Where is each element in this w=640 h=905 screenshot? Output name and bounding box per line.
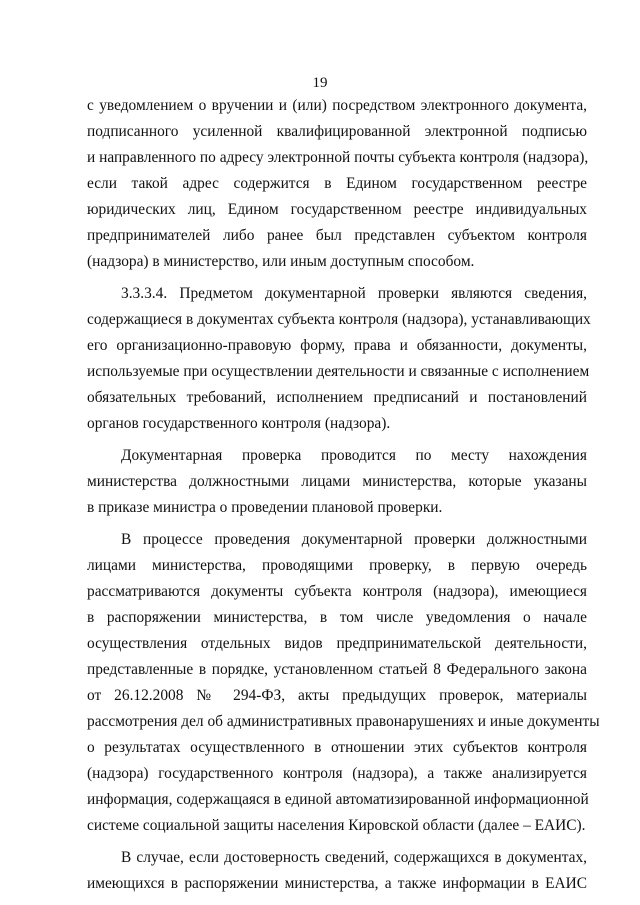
paragraph-1 (87, 93, 587, 275)
text-line: осуществления отдельных видов предпринимательской деятельности, (87, 635, 587, 652)
text-line: и направленного по адресу электронной почты субъекта контроля (надзора), (87, 149, 589, 166)
text-line: обязательных требований, исполнением предписаний и постановлений (87, 389, 587, 406)
text-line: В случае, если достоверность сведений, содержащихся в документах, (121, 849, 587, 866)
text-line: юридических лиц, Едином государственном реестре индивидуальных (87, 201, 587, 218)
text-line: в распоряжении министерства, в том числе уведомления о начале (87, 609, 587, 626)
text-line: если такой адрес содержится в Едином государственном реестре (87, 175, 587, 192)
text-line: подписанного усиленной квалифицированной электронной подписью (87, 123, 587, 140)
text-line: от 26.12.2008 № 294-ФЗ, акты предыдущих проверок, материалы (87, 687, 587, 704)
page-number: 19 (312, 75, 328, 91)
text-line: В процессе проведения документарной проверки должностными (121, 531, 587, 548)
text-line: министерства должностными лицами министерства, которые указаны (87, 473, 587, 490)
text-line: о результатах осуществленного в отношении этих субъектов контроля (87, 739, 587, 756)
text-line: системе социальной защиты населения Кировской области (далее – ЕАИС). (87, 817, 586, 834)
text-line: в приказе министра о проведении плановой проверки. (87, 499, 443, 516)
text-line: органов государственного контроля (надзора). (87, 415, 391, 432)
text-line: лицами министерства, проводящими проверку, в первую очередь (87, 557, 587, 574)
paragraph-4 (87, 527, 600, 839)
text-line: 3.3.3.4. Предметом документарной проверки являются сведения, (121, 285, 587, 302)
paragraph-5 (87, 845, 587, 897)
paragraph-2 (87, 281, 591, 437)
document-body (87, 93, 600, 897)
text-line: Документарная проверка проводится по месту нахождения (121, 447, 587, 464)
text-line: предпринимателей либо ранее был представлен субъектом контроля (87, 227, 587, 244)
text-line: представленные в порядке, установленном статьей 8 Федерального закона (87, 661, 587, 678)
text-line: (надзора) в министерство, или иным доступным способом. (87, 253, 475, 270)
text-line: используемые при осуществлении деятельности и связанные с исполнением (87, 363, 590, 380)
text-line: рассматриваются документы субъекта контроля (надзора), имеющиеся (87, 583, 587, 600)
text-line: его организационно-правовую форму, права и обязанности, документы, (87, 337, 587, 354)
text-line: с уведомлением о вручении и (или) посредством электронного документа, (87, 97, 587, 114)
paragraph-3 (87, 443, 587, 521)
text-line: рассмотрения дел об административных правонарушениях и иные документы (87, 713, 600, 730)
text-line: имеющихся в распоряжении министерства, а также информации в ЕАИС (87, 875, 587, 892)
text-line: содержащиеся в документах субъекта контроля (надзора), устанавливающих (87, 311, 591, 328)
text-line: (надзора) государственного контроля (надзора), а также анализируется (87, 765, 587, 782)
text-line: информация, содержащаяся в единой автоматизированной информационной (87, 791, 589, 808)
